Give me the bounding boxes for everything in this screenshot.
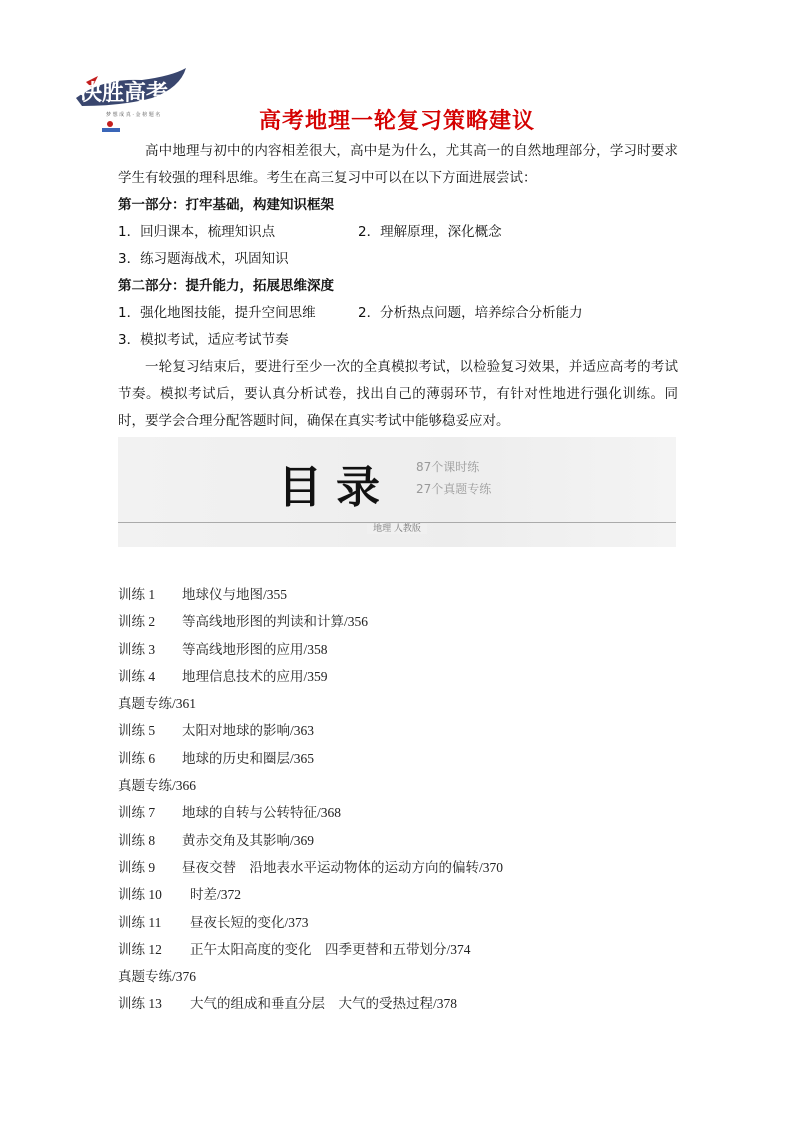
toc-entry-number: 训练 13 (118, 996, 162, 1012)
toc-entry[interactable] (118, 881, 678, 908)
toc-entry-number: 训练 9 (118, 859, 156, 875)
toc-entry-title: 等高线地形图的判读和计算/356 (182, 614, 369, 630)
toc-entry-number: 训练 3 (118, 641, 156, 657)
closing-paragraph: 一轮复习结束后，要进行至少一次的全真模拟考试，以检验复习效果，并适应高考的考试节奏。模拟考试后，要认真分析试卷，找出自己的薄弱环节，有针对性地进行强化训练。同时，要学会合理分配答题时间，确保在真实考试中能够稳妥应对。 (118, 359, 678, 429)
toc-entry[interactable] (118, 717, 678, 744)
toc-entry[interactable] (118, 772, 678, 799)
toc-entry-title: 真题专练/361 (118, 696, 197, 712)
toc-entry-title: 时差/372 (190, 887, 242, 903)
toc-entry[interactable] (118, 745, 678, 772)
article-body (118, 138, 678, 435)
toc-entry-title: 昼夜交替 沿地表水平运动物体的运动方向的偏转/370 (182, 859, 504, 875)
toc-entry-title: 正午太阳高度的变化 四季更替和五带划分/374 (190, 941, 471, 957)
toc-entry-title: 昼夜长短的变化/373 (190, 914, 309, 930)
toc-entry-title: 地球的历史和圈层/365 (182, 750, 315, 766)
toc-entry[interactable] (118, 936, 678, 963)
logo-tagline: 梦 想 成 真 · 金 榜 题 名 (106, 112, 161, 118)
part2-item3: 3．模拟考试，适应考试节奏 (118, 332, 289, 348)
toc-entry-title: 大气的组成和垂直分层 大气的受热过程/378 (190, 996, 458, 1012)
toc-entry[interactable] (118, 581, 678, 608)
part1-row1 (118, 219, 678, 246)
part1-heading: 第一部分：打牢基础，构建知识框架 (118, 197, 334, 213)
toc-entry-number: 训练 7 (118, 805, 156, 821)
toc-entry-number: 训练 11 (118, 914, 162, 930)
toc-entry-number: 训练 1 (118, 587, 156, 602)
document-title: 高考地理一轮复习策略建议 (258, 109, 535, 134)
contents-subtitle-exams: 27个真题专练 (416, 482, 492, 496)
part2-item1: 1．强化地图技能，提升空间思维 (118, 305, 316, 321)
contents-banner (118, 437, 676, 547)
toc-entry-number: 训练 12 (118, 941, 162, 957)
logo-brand-text: 决胜高考 (80, 80, 169, 106)
part1-row2 (118, 246, 678, 273)
toc-entry[interactable] (118, 663, 678, 690)
toc-entry-number: 训练 8 (118, 832, 156, 848)
contents-title: 目录 (278, 462, 394, 513)
contents-subtitle-lessons: 87个课时练 (416, 460, 480, 474)
toc-entry-number: 训练 2 (118, 614, 156, 630)
toc-entry-title: 地球的自转与公转特征/368 (182, 805, 342, 821)
toc-entry[interactable] (118, 990, 678, 1017)
part2-heading: 第二部分：提升能力，拓展思维深度 (118, 278, 334, 294)
toc-entry-title: 真题专练/366 (118, 778, 197, 794)
part2-row2 (118, 327, 678, 354)
toc-entry-title: 地理信息技术的应用/359 (182, 668, 328, 684)
toc-entry[interactable] (118, 909, 678, 936)
toc-entry[interactable] (118, 608, 678, 635)
toc-entry-number: 训练 5 (118, 723, 156, 739)
part1-item2: 2．理解原理，深化概念 (358, 224, 502, 240)
toc-entry-number: 训练 4 (118, 668, 156, 684)
part1-item3: 3．练习题海战术，巩固知识 (118, 251, 289, 267)
toc-entry-title: 黄赤交角及其影响/369 (182, 832, 315, 848)
part2-item2: 2．分析热点问题，培养综合分析能力 (358, 305, 583, 321)
table-of-contents (118, 581, 678, 1018)
banner-footer-label: 地理 人教版 (367, 524, 427, 534)
toc-entry[interactable] (118, 963, 678, 990)
toc-entry[interactable] (118, 799, 678, 826)
toc-entry[interactable] (118, 854, 678, 881)
toc-entry[interactable] (118, 636, 678, 663)
banner-footer (118, 516, 676, 535)
toc-entry-title: 太阳对地球的影响/363 (182, 723, 315, 739)
part1-item1: 1．回归课本，梳理知识点 (118, 224, 276, 240)
intro-paragraph: 高中地理与初中的内容相差很大，高中是为什么，尤其高一的自然地理部分，学习时要求学生有较强的理科思维。考生在高三复习中可以在以下方面进展尝试： (118, 143, 678, 186)
toc-entry-title: 地球仪与地图/355 (182, 587, 288, 602)
toc-entry-number: 训练 6 (118, 750, 156, 766)
toc-entry-number: 训练 10 (118, 887, 162, 903)
toc-entry[interactable] (118, 827, 678, 854)
toc-entry[interactable] (118, 690, 678, 717)
part2-row1 (118, 300, 678, 327)
toc-entry-title: 真题专练/376 (118, 969, 197, 985)
toc-entry-title: 等高线地形图的应用/358 (182, 641, 328, 657)
